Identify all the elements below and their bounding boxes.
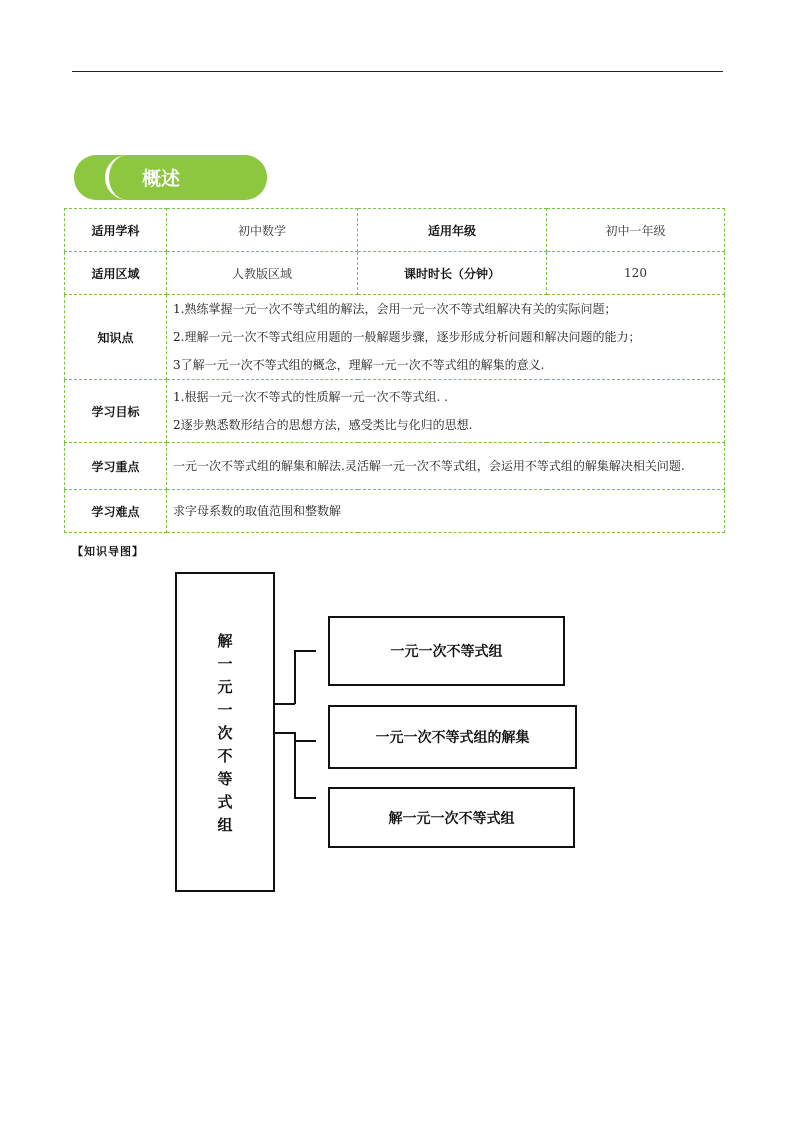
table-row	[65, 295, 725, 380]
connector-line	[275, 732, 295, 734]
connector-line	[294, 797, 316, 799]
root-label	[177, 630, 273, 837]
focus-label: 学习重点	[65, 443, 167, 490]
root-char: 次	[217, 724, 233, 742]
goal-item: 1.根据一元一次不等式的性质解一元一次不等式组. .	[173, 390, 448, 404]
table-row	[65, 443, 725, 490]
knowledge-item: 1.熟练掌握一元一次不等式组的解法，会用一元一次不等式组解决有关的实际问题；	[173, 302, 617, 316]
course-info-table	[64, 208, 725, 533]
duration-value: 120	[547, 252, 725, 295]
root-char: 一	[217, 655, 233, 673]
knowledge-item: 2.理解一元一次不等式组应用题的一般解题步骤，逐步形成分析问题和解决问题的能力；	[173, 330, 641, 344]
root-char: 组	[217, 816, 233, 834]
subject-label: 适用学科	[65, 209, 167, 252]
table-row	[65, 209, 725, 252]
mind-map-node: 解一元一次不等式组	[328, 787, 575, 848]
knowledge-item: 3了解一元一次不等式组的概念，理解一元一次不等式组的解集的意义.	[173, 358, 545, 372]
root-char: 解	[217, 632, 233, 650]
mind-map-node: 一元一次不等式组	[328, 616, 565, 686]
knowledge-label: 知识点	[65, 295, 167, 380]
region-label: 适用区域	[65, 252, 167, 295]
difficulty-label: 学习难点	[65, 490, 167, 533]
pill-foreground	[105, 155, 267, 200]
mind-map-root	[175, 572, 275, 892]
grade-value: 初中一年级	[547, 209, 725, 252]
root-char: 一	[217, 701, 233, 719]
connector-line	[275, 703, 295, 705]
focus-text: 一元一次不等式组的解集和解法.灵活解一元一次不等式组，会运用不等式组的解集解决相关问题.	[167, 443, 725, 490]
mind-map-node: 一元一次不等式组的解集	[328, 705, 577, 769]
goal-item: 2逐步熟悉数形结合的思想方法，感受类比与化归的思想.	[173, 418, 473, 432]
goal-text	[167, 380, 725, 443]
mind-map-title: 【知识导图】	[72, 545, 144, 558]
table-row	[65, 252, 725, 295]
duration-label: 课时时长（分钟）	[358, 252, 547, 295]
connector-line	[294, 740, 316, 742]
connector-line	[294, 732, 296, 799]
knowledge-text	[167, 295, 725, 380]
root-char: 式	[217, 793, 233, 811]
section-title: 概述	[142, 168, 181, 190]
root-char: 元	[217, 678, 233, 696]
connector-line	[294, 650, 316, 652]
connector-line	[294, 650, 296, 704]
subject-value: 初中数学	[167, 209, 358, 252]
table-row	[65, 380, 725, 443]
root-char: 等	[217, 770, 233, 788]
region-value: 人教版区域	[167, 252, 358, 295]
goal-label: 学习目标	[65, 380, 167, 443]
grade-label: 适用年级	[358, 209, 547, 252]
header-rule	[72, 71, 723, 72]
difficulty-text: 求字母系数的取值范围和整数解	[167, 490, 725, 533]
root-char: 不	[217, 747, 233, 765]
table-row	[65, 490, 725, 533]
